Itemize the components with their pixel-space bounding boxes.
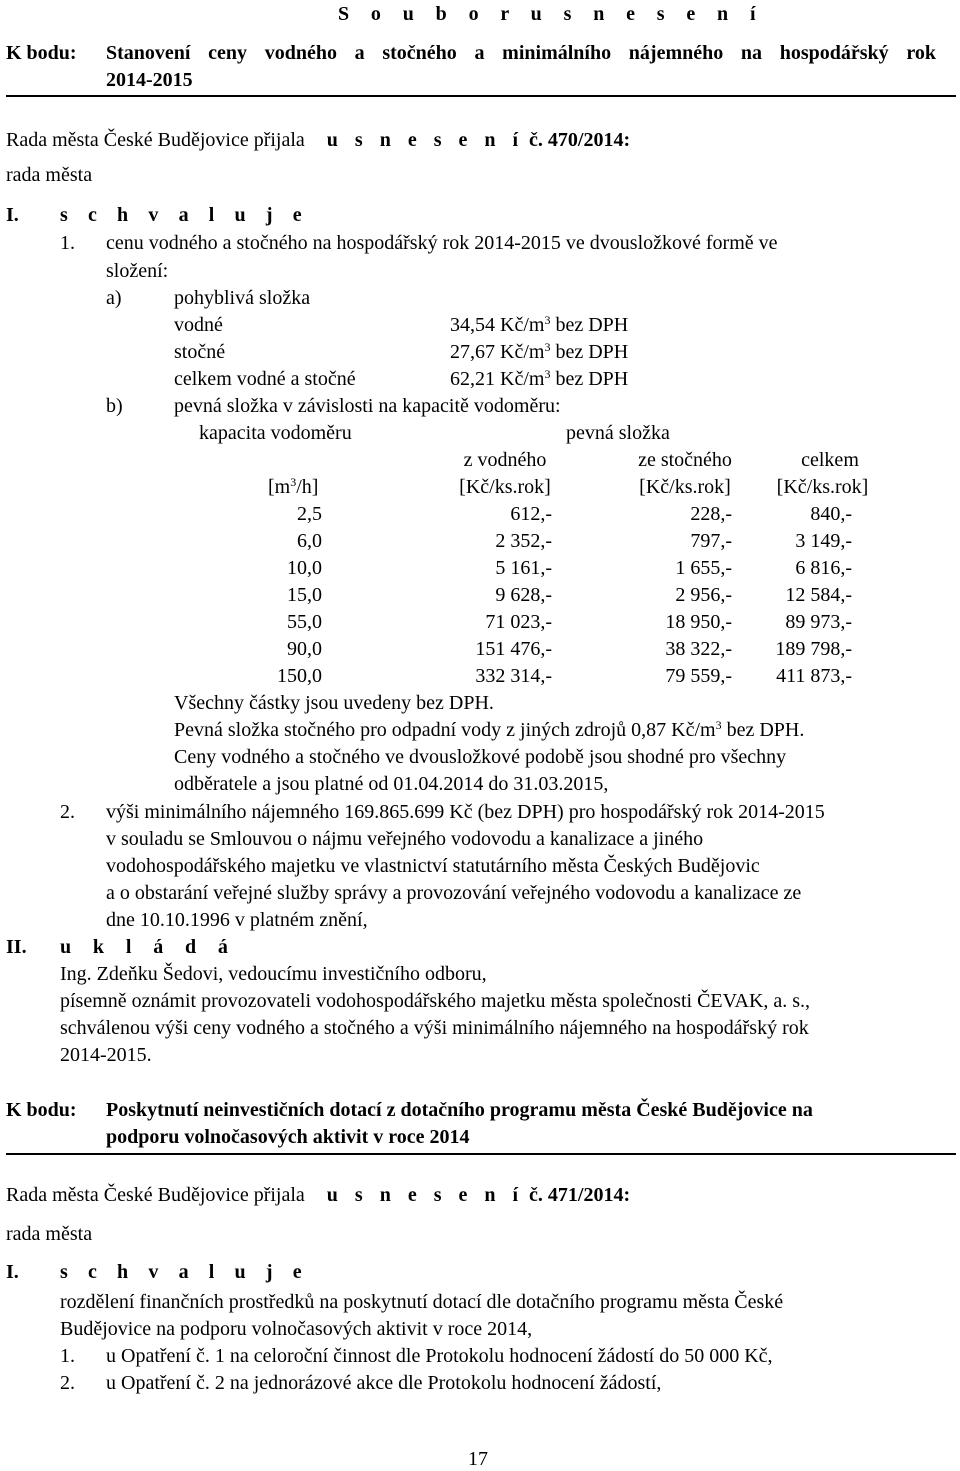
item2-line: dne 10.10.1996 v platném znění, <box>106 909 368 931</box>
cell-total: 89 973,- <box>785 611 852 633</box>
council-label: rada města <box>6 164 93 186</box>
rate-name: vodné <box>174 314 223 336</box>
cell-total: 6 816,- <box>795 557 852 579</box>
table-row <box>0 502 960 529</box>
text-line: Budějovice na podporu volnočasových aktivit v roce 2014, <box>60 1318 533 1340</box>
table-row <box>0 583 960 610</box>
order-label: u k l á d á <box>60 936 237 958</box>
cell-water: 332 314,- <box>475 665 552 687</box>
approve-label: s c h v a l u j e <box>60 1261 310 1283</box>
table-row <box>0 637 960 664</box>
resolution-word: u s n e s e n í <box>326 129 525 151</box>
resolution-line <box>6 1183 630 1207</box>
item1-line2: složení: <box>106 260 169 282</box>
a-text: pohyblivá složka <box>174 287 311 309</box>
agenda-heading-line1: Stanovení ceny vodného a stočného a minimálního nájemného na hospodářský rok <box>106 42 936 64</box>
order-line: Ing. Zdeňku Šedovi, vedoucímu investičního odboru, <box>60 963 487 985</box>
roman-i: I. <box>6 1261 19 1283</box>
list-item-number: 1. <box>60 1345 75 1367</box>
cell-total: 411 873,- <box>776 665 852 687</box>
table-row <box>0 664 960 691</box>
unit-money: [Kč/ks.rok] <box>639 476 731 498</box>
table-head-fixed: pevná složka <box>566 422 670 444</box>
rate-value: 34,54 $Kč/m^3$ bez DPH <box>450 313 629 336</box>
agenda-heading-line2: 2014-2015 <box>106 69 193 91</box>
cell-sewage: 797,- <box>690 530 732 552</box>
resolution-prefix: Rada města České Budějovice přijala <box>6 129 305 151</box>
item2-line: a o obstarání veřejné služby správy a provozování veřejného vodovodu a kanalizace ze <box>106 882 802 904</box>
item2-number: 2. <box>60 801 75 823</box>
council-label: rada města <box>6 1223 93 1245</box>
approve-label: s c h v a l u j e <box>60 204 310 226</box>
heading-underline <box>6 95 956 97</box>
rate-value: 62,21 $Kč/m^3$ bez DPH <box>450 367 629 390</box>
table-row <box>0 610 960 637</box>
cell-capacity: 2,5 <box>297 503 322 525</box>
b-text: pevná složka v závislosti na kapacitě vodoměru: <box>174 395 561 417</box>
rate-name: stočné <box>174 341 226 363</box>
unit-money: [Kč/ks.rok] <box>776 476 869 498</box>
cell-water: 5 161,- <box>495 557 552 579</box>
cell-sewage: 1 655,- <box>675 557 732 579</box>
cell-sewage: 18 950,- <box>665 611 732 633</box>
table-row <box>0 529 960 556</box>
cell-sewage: 2 956,- <box>675 584 732 606</box>
document-title: S o u b o r u s n e s e n í <box>338 3 764 25</box>
cell-water: 2 352,- <box>495 530 552 552</box>
cell-capacity: 15,0 <box>287 584 322 606</box>
cell-water: 71 023,- <box>485 611 552 633</box>
note-validity-line1: Ceny vodného a stočného ve dvousložkové podobě jsou shodné pro všechny <box>174 746 787 768</box>
cell-sewage: 228,- <box>690 503 732 525</box>
col-total: celkem <box>801 449 859 471</box>
order-line: 2014-2015. <box>60 1044 152 1066</box>
item2-line: v souladu se Smlouvou o nájmu veřejného vodovodu a kanalizace a jiného <box>106 828 704 850</box>
order-line: schválenou výši ceny vodného a stočného a výši minimálního nájemného na hospodářský rok <box>60 1017 809 1039</box>
note-sewage: Pevná složka stočného pro odpadní vody z jiných zdrojů 0,87 $Kč/m^3$ bez DPH. <box>174 718 805 741</box>
cell-total: 3 149,- <box>795 530 852 552</box>
note-vat: Všechny částky jsou uvedeny bez DPH. <box>174 692 494 714</box>
table-row <box>0 556 960 583</box>
item2-line: vodohospodářského majetku ve vlastnictví statutárního města Českých Budějovic <box>106 855 760 877</box>
resolution-number: č. 471/2014: <box>529 1184 631 1206</box>
cell-capacity: 10,0 <box>287 557 322 579</box>
cell-capacity: 90,0 <box>287 638 322 660</box>
cell-water: 9 628,- <box>495 584 552 606</box>
cell-water: 151 476,- <box>475 638 552 660</box>
cell-capacity: 6,0 <box>297 530 322 552</box>
cell-total: 12 584,- <box>785 584 852 606</box>
cell-water: 612,- <box>510 503 552 525</box>
roman-i: I. <box>6 204 19 226</box>
roman-ii: II. <box>6 936 27 958</box>
agenda-heading-line2: podporu volnočasových aktivit v roce 2014 <box>106 1126 470 1148</box>
rate-value: 27,67 $Kč/m^3$ bez DPH <box>450 340 629 363</box>
cell-total: 840,- <box>810 503 852 525</box>
cell-total: 189 798,- <box>775 638 852 660</box>
item2-line: výši minimálního nájemného 169.865.699 Kč (bez DPH) pro hospodářský rok 2014-2015 <box>106 801 825 823</box>
b-label: b) <box>106 395 123 417</box>
col-sewage: ze stočného <box>638 449 732 471</box>
order-line: písemně oznámit provozovateli vodohospodářského majetku města společnosti ČEVAK, a. s., <box>60 990 811 1012</box>
note-validity-line2: odběratele a jsou platné od 01.04.2014 do 31.03.2015, <box>174 773 609 795</box>
table-head-capacity: kapacita vodoměru <box>199 422 352 444</box>
list-item-number: 2. <box>60 1372 75 1394</box>
heading-underline <box>6 1153 956 1155</box>
col-water: z vodného <box>463 449 547 471</box>
k-bodu-label: K bodu: <box>6 1099 77 1121</box>
agenda-heading-line1: Poskytnutí neinvestičních dotací z dotačního programu města České Budějovice na <box>106 1099 813 1121</box>
cell-sewage: 79 559,- <box>665 665 732 687</box>
page-number: 17 <box>468 1448 488 1470</box>
unit-money: [Kč/ks.rok] <box>459 476 551 498</box>
item1-number: 1. <box>60 232 75 254</box>
resolution-word: u s n e s e n í <box>326 1184 525 1206</box>
list-item: u Opatření č. 2 na jednorázové akce dle Protokolu hodnocení žádostí, <box>106 1372 662 1394</box>
rate-name: celkem vodné a stočné <box>174 368 356 390</box>
resolution-prefix: Rada města České Budějovice přijala <box>6 1184 305 1206</box>
k-bodu-label: K bodu: <box>6 42 77 64</box>
cell-capacity: 150,0 <box>277 665 322 687</box>
text-line: rozdělení finančních prostředků na poskytnutí dotací dle dotačního programu města České <box>60 1291 784 1313</box>
list-item: u Opatření č. 1 na celoroční činnost dle Protokolu hodnocení žádostí do 50 000 Kč, <box>106 1345 773 1367</box>
item1-line1: cenu vodného a stočného na hospodářský rok 2014-2015 ve dvousložkové formě ve <box>106 232 778 254</box>
cell-sewage: 38 322,- <box>665 638 732 660</box>
cell-capacity: 55,0 <box>287 611 322 633</box>
resolution-number: č. 470/2014: <box>529 129 631 151</box>
resolution-line <box>6 128 630 152</box>
unit-capacity: $[m^3/h]$ <box>268 475 319 498</box>
a-label: a) <box>106 287 122 309</box>
